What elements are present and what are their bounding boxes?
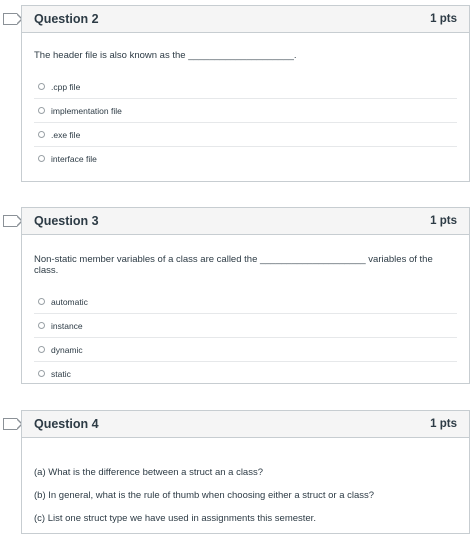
flag-question-icon[interactable]	[3, 215, 17, 227]
question-prompt: The header file is also known as the ____________________.	[34, 50, 297, 61]
question-header	[22, 411, 469, 438]
radio-button[interactable]	[38, 346, 45, 353]
answer-label: interface file	[51, 153, 97, 164]
radio-button[interactable]	[38, 107, 45, 114]
question-title: Question 3	[34, 214, 99, 228]
radio-button[interactable]	[38, 298, 45, 305]
question-points: 1 pts	[430, 215, 457, 227]
question-header	[22, 6, 469, 33]
answer-list	[34, 290, 457, 385]
question-points: 1 pts	[430, 418, 457, 430]
essay-prompt-line: (a) What is the difference between a struct an a class?	[34, 467, 263, 478]
essay-prompt-line: (b) In general, what is the rule of thumb when choosing either a struct or a class?	[34, 490, 375, 501]
radio-button[interactable]	[38, 131, 45, 138]
radio-button[interactable]	[38, 155, 45, 162]
question-points: 1 pts	[430, 13, 457, 25]
answer-option[interactable]	[34, 313, 457, 337]
answer-option[interactable]	[34, 98, 457, 122]
answer-label: implementation file	[51, 105, 122, 116]
question-header	[22, 208, 469, 235]
question-title: Question 2	[34, 12, 99, 26]
question-title: Question 4	[34, 417, 99, 431]
answer-option[interactable]	[34, 337, 457, 361]
question-prompt: Non-static member variables of a class are called the ____________________ variables of the class.	[34, 254, 433, 276]
answer-label: automatic	[51, 296, 88, 307]
answer-label: static	[51, 368, 71, 379]
flag-question-icon[interactable]	[3, 13, 17, 25]
answer-option[interactable]	[34, 146, 457, 170]
answer-label: dynamic	[51, 344, 83, 355]
answer-list	[34, 75, 457, 170]
question-card	[21, 410, 470, 534]
question-card	[21, 5, 470, 182]
answer-label: instance	[51, 320, 83, 331]
answer-option[interactable]	[34, 75, 457, 98]
question-card	[21, 207, 470, 384]
radio-button[interactable]	[38, 370, 45, 377]
answer-label: .cpp file	[51, 81, 81, 92]
radio-button[interactable]	[38, 83, 45, 90]
flag-question-icon[interactable]	[3, 418, 17, 430]
answer-label: .exe file	[51, 129, 81, 140]
answer-option[interactable]	[34, 290, 457, 313]
essay-prompt-line: (c) List one struct type we have used in assignments this semester.	[34, 513, 316, 524]
radio-button[interactable]	[38, 322, 45, 329]
answer-option[interactable]	[34, 361, 457, 385]
answer-option[interactable]	[34, 122, 457, 146]
